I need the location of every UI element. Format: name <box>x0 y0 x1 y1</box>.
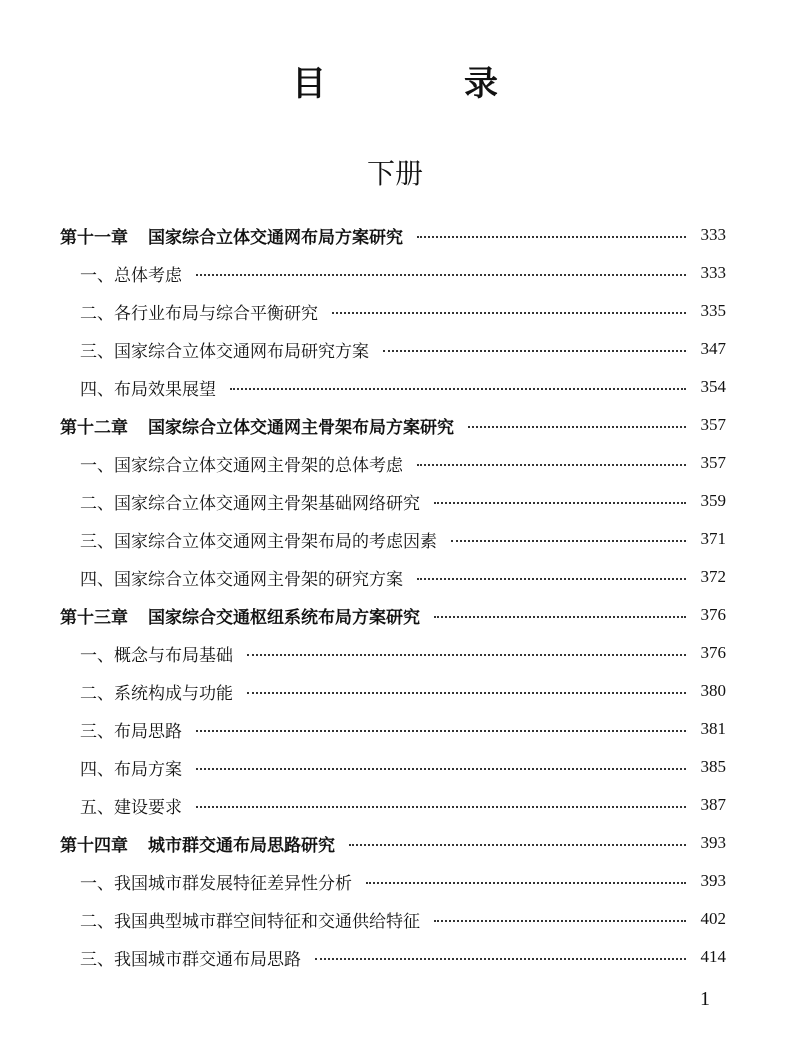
dot-leader <box>434 502 686 504</box>
toc-section-row[interactable] <box>60 292 726 330</box>
toc-page-number: 393 <box>700 871 726 890</box>
dot-leader <box>349 844 686 846</box>
dot-leader <box>417 236 686 238</box>
toc-page-number: 354 <box>700 377 726 396</box>
toc-section-row[interactable] <box>60 748 726 786</box>
toc-page-number: 357 <box>700 453 726 472</box>
toc-page-number: 385 <box>700 757 726 776</box>
toc-section-row[interactable] <box>60 900 726 938</box>
page-title: 目 录 <box>292 64 550 104</box>
toc-chapter-number: 第十三章 <box>60 607 128 628</box>
toc-page-number: 333 <box>700 225 726 244</box>
toc-section-row[interactable] <box>60 710 726 748</box>
toc-chapter-row[interactable] <box>60 406 726 444</box>
toc-chapter-number: 第十四章 <box>60 835 128 856</box>
toc-section-row[interactable] <box>60 558 726 596</box>
toc-section-row[interactable] <box>60 482 726 520</box>
toc-entry-title: 国家综合立体交通网主骨架布局方案研究 <box>148 417 454 438</box>
dot-leader <box>247 654 686 656</box>
toc-chapter-row[interactable] <box>60 216 726 254</box>
dot-leader <box>196 768 686 770</box>
toc-page-number: 333 <box>700 263 726 282</box>
dot-leader <box>468 426 686 428</box>
toc-page-number: 393 <box>700 833 726 852</box>
toc-entry-title: 二、各行业布局与综合平衡研究 <box>80 303 318 324</box>
dot-leader <box>383 350 686 352</box>
dot-leader <box>230 388 686 390</box>
toc-chapter-row[interactable] <box>60 824 726 862</box>
toc-entry-title: 国家综合立体交通网布局方案研究 <box>148 227 403 248</box>
toc-entry-title: 二、我国典型城市群空间特征和交通供给特征 <box>80 911 420 932</box>
dot-leader <box>417 464 686 466</box>
toc-section-row[interactable] <box>60 672 726 710</box>
toc-section-row[interactable] <box>60 330 726 368</box>
dot-leader <box>451 540 686 542</box>
toc-page-number: 347 <box>700 339 726 358</box>
toc-entry-title: 城市群交通布局思路研究 <box>148 835 335 856</box>
toc-page-number: 357 <box>700 415 726 434</box>
toc-section-row[interactable] <box>60 368 726 406</box>
toc-page-number: 402 <box>700 909 726 928</box>
toc-page-number: 381 <box>700 719 726 738</box>
toc-page-number: 414 <box>700 947 726 966</box>
toc-section-row[interactable] <box>60 254 726 292</box>
toc-entry-title: 三、国家综合立体交通网主骨架布局的考虑因素 <box>80 531 437 552</box>
dot-leader <box>332 312 686 314</box>
toc-entry-title: 一、概念与布局基础 <box>80 645 233 666</box>
toc-entry-title: 二、系统构成与功能 <box>80 683 233 704</box>
dot-leader <box>434 920 686 922</box>
toc-section-row[interactable] <box>60 520 726 558</box>
dot-leader <box>434 616 686 618</box>
toc-page-number: 359 <box>700 491 726 510</box>
toc-section-row[interactable] <box>60 938 726 976</box>
toc-page-number: 371 <box>700 529 726 548</box>
toc-entry-title: 国家综合交通枢纽系统布局方案研究 <box>148 607 420 628</box>
toc-page-number: 387 <box>700 795 726 814</box>
toc-page-number: 335 <box>700 301 726 320</box>
dot-leader <box>196 274 686 276</box>
toc-section-row[interactable] <box>60 444 726 482</box>
toc-entry-title: 三、布局思路 <box>80 721 182 742</box>
toc-entry-title: 四、布局方案 <box>80 759 182 780</box>
toc-page-number: 380 <box>700 681 726 700</box>
toc-section-row[interactable] <box>60 634 726 672</box>
toc-chapter-row[interactable] <box>60 596 726 634</box>
toc-page-number: 376 <box>700 643 726 662</box>
toc-page-number: 376 <box>700 605 726 624</box>
toc-page-number: 372 <box>700 567 726 586</box>
toc-section-row[interactable] <box>60 862 726 900</box>
toc-entry-title: 五、建设要求 <box>80 797 182 818</box>
toc-entry-title: 四、国家综合立体交通网主骨架的研究方案 <box>80 569 403 590</box>
toc-entry-title: 三、我国城市群交通布局思路 <box>80 949 301 970</box>
volume-title: 下册 <box>366 157 423 190</box>
dot-leader <box>196 730 686 732</box>
toc-entry-title: 一、我国城市群发展特征差异性分析 <box>80 873 352 894</box>
toc-chapter-number: 第十一章 <box>60 227 128 248</box>
dot-leader <box>196 806 686 808</box>
dot-leader <box>247 692 686 694</box>
toc-chapter-number: 第十二章 <box>60 417 128 438</box>
toc-entry-title: 三、国家综合立体交通网布局研究方案 <box>80 341 369 362</box>
toc-entry-title: 四、布局效果展望 <box>80 379 216 400</box>
toc-entry-title: 二、国家综合立体交通网主骨架基础网络研究 <box>80 493 420 514</box>
toc-section-row[interactable] <box>60 786 726 824</box>
dot-leader <box>315 958 686 960</box>
dot-leader <box>417 578 686 580</box>
dot-leader <box>366 882 686 884</box>
table-of-contents <box>60 216 726 976</box>
toc-entry-title: 一、总体考虑 <box>80 265 182 286</box>
toc-entry-title: 一、国家综合立体交通网主骨架的总体考虑 <box>80 455 403 476</box>
page-number: 1 <box>700 988 710 1010</box>
